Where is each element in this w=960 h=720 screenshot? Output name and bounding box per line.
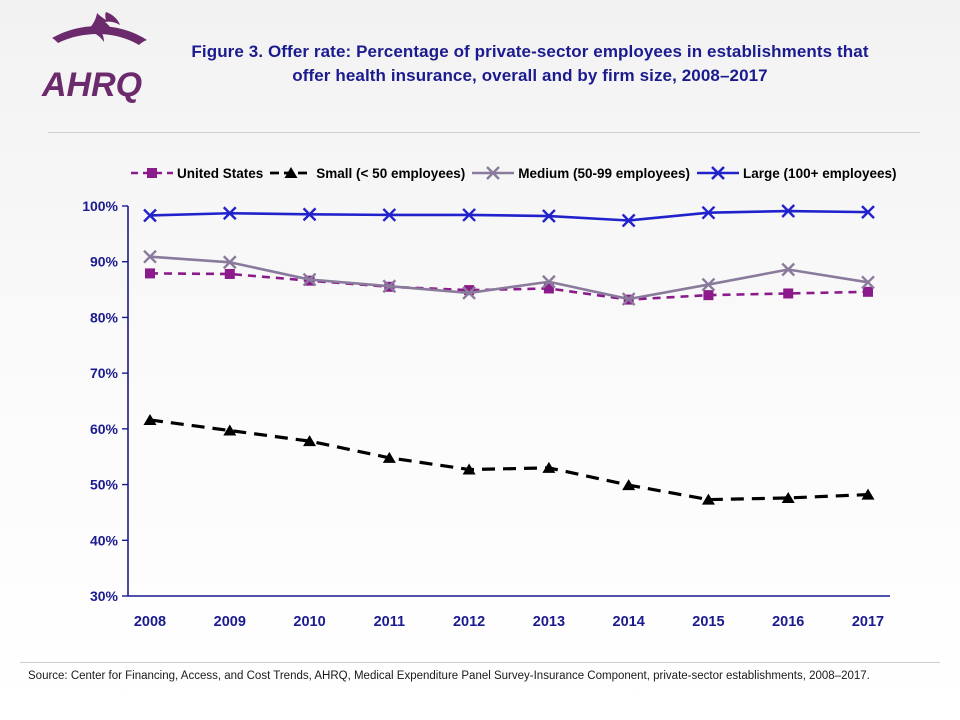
data-point-marker [225, 269, 235, 279]
legend-label-small: Small (< 50 employees) [316, 165, 466, 181]
y-tick-label: 50% [89, 476, 118, 493]
y-tick-label: 60% [89, 420, 118, 437]
y-tick-label: 30% [89, 588, 118, 604]
x-tick-label: 2008 [133, 614, 167, 630]
legend-label-medium: Medium (50-99 employees) [518, 165, 691, 181]
legend-item-united-states [130, 164, 263, 182]
x-tick-label: 2011 [373, 614, 406, 630]
x-tick-label: 2017 [851, 614, 885, 630]
legend-label-united-states: United States [177, 165, 264, 181]
figure-header [0, 0, 960, 136]
data-point-marker [703, 290, 713, 300]
legend-key-small [269, 164, 313, 182]
series-3 [144, 251, 874, 305]
figure-title: Figure 3. Offer rate: Percentage of private-sector employees in establishments that offer health insurance, overall and by firm size, 2008–2017 [191, 42, 869, 85]
series-line [150, 211, 868, 220]
legend-label-large: Large (100+ employees) [743, 165, 897, 181]
y-tick-label: 70% [89, 365, 118, 382]
ahrq-logo [34, 8, 164, 108]
x-tick-label: 2014 [612, 614, 645, 630]
x-tick-label: 2010 [293, 614, 326, 630]
chart-plot-area [0, 190, 960, 640]
y-axis-tick-labels [82, 198, 128, 604]
y-tick-label: 90% [89, 253, 118, 270]
x-axis-tick-labels [134, 614, 884, 630]
legend-key-large [696, 164, 740, 182]
x-tick-label: 2009 [213, 614, 246, 630]
header-divider [48, 132, 920, 133]
source-note: Source: Center for Financing, Access, and Cost Trends, AHRQ, Medical Expenditure Panel Survey-Insurance Component, private-sector establishments, 2008–2017. [28, 670, 870, 682]
x-tick-label: 2015 [692, 614, 725, 630]
chart-series [144, 205, 875, 505]
chart-legend [130, 160, 930, 186]
series-line [150, 257, 868, 299]
x-tick-label: 2013 [532, 614, 566, 630]
legend-item-small [269, 164, 465, 182]
series-4 [144, 205, 874, 226]
y-tick-label: 80% [89, 309, 118, 326]
legend-key-united-states [130, 164, 174, 182]
data-point-marker [145, 268, 155, 278]
svg-text:AHRQ: AHRQ [42, 66, 143, 104]
data-point-marker [863, 287, 873, 297]
series-line [150, 420, 868, 500]
legend-item-medium [471, 164, 690, 182]
y-tick-label: 40% [89, 532, 118, 549]
legend-key-medium [471, 164, 515, 182]
legend-item-large [696, 164, 896, 182]
x-tick-label: 2012 [452, 614, 486, 630]
data-point-marker [783, 288, 793, 298]
x-tick-label: 2016 [772, 614, 805, 630]
series-2 [144, 414, 875, 505]
footer-divider [20, 662, 940, 663]
y-tick-label: 100% [82, 198, 118, 214]
